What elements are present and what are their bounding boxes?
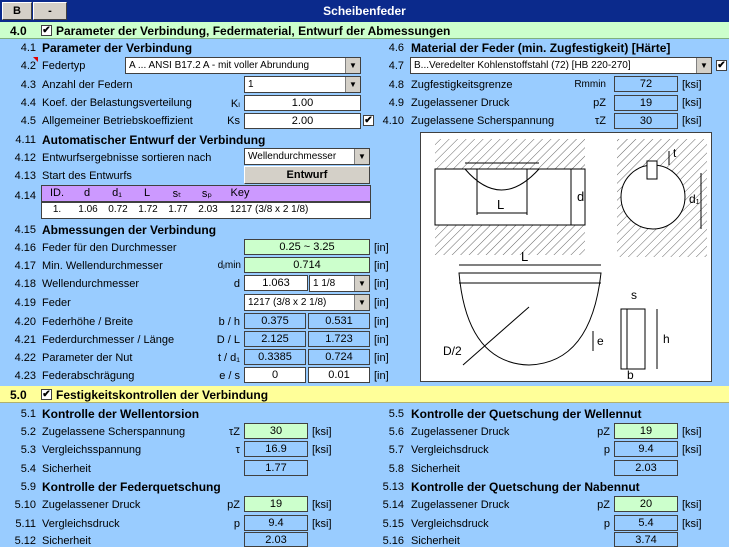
unit-ksi: [ksi]: [312, 444, 332, 456]
row-number: 5.2: [20, 426, 36, 438]
row-number: 4.12: [14, 152, 36, 164]
vergleich-symbol: τ: [235, 444, 240, 456]
druck-label: Zugelassener Druck: [411, 97, 510, 109]
material-checkbox[interactable]: ✔: [717, 60, 726, 71]
group-header: Kontrolle der Quetschung der Nabennut: [411, 480, 640, 494]
col-id: ID.: [49, 187, 65, 199]
cell-l: 1.72: [138, 204, 158, 215]
druck-symbol: pZ: [597, 426, 610, 438]
col-sp: sₚ: [201, 188, 213, 200]
sortieren-label: Entwurfsergebnisse sortieren nach: [42, 152, 212, 164]
zugfestigkeit-symbol: Rmmin: [574, 79, 606, 90]
key-diagram: [420, 132, 712, 382]
row-number: 5.15: [382, 518, 404, 530]
row-number: 5.8: [388, 463, 404, 475]
row-number: 4.23: [14, 370, 36, 382]
label-L-bottom: L: [521, 249, 529, 264]
federdurchmesser-label: Federdurchmesser / Länge: [42, 334, 175, 346]
betrieb-symbol: Ks: [227, 115, 240, 127]
druck-symbol: pZ: [227, 499, 240, 511]
feder-durchmesser-label: Feder für den Durchmesser: [42, 242, 177, 254]
min-welle-label: Min. Wellendurchmesser: [42, 260, 163, 272]
federhoehe-label: Federhöhe / Breite: [42, 316, 134, 328]
unit-ksi: [ksi]: [312, 499, 332, 511]
row-number: 5.12: [14, 535, 36, 547]
chevron-down-icon[interactable]: ▼: [354, 295, 369, 310]
row-number: 5.4: [20, 463, 36, 475]
sicherheit-value: 3.74: [614, 532, 678, 547]
federhoehe-h: 0.531: [308, 313, 370, 329]
section-4-checkbox[interactable]: ✔: [42, 25, 51, 36]
abschraegung-e[interactable]: 0: [244, 367, 306, 383]
row-number: 4.5: [20, 115, 36, 127]
feder-value: 1217 (3/8 x 2 1/8): [248, 297, 327, 308]
anzahl-select[interactable]: [244, 76, 361, 93]
sicherheit-value: 2.03: [244, 532, 308, 547]
vergleichsdruck-value: 9.4: [614, 441, 678, 457]
row-number: 4.20: [14, 316, 36, 328]
row-number: 4.4: [20, 97, 36, 109]
label-L-top: L: [497, 197, 505, 212]
wellendurchmesser-label: Wellendurchmesser: [42, 278, 140, 290]
row-number: 4.7: [388, 60, 404, 72]
unit-ksi: [ksi]: [312, 426, 332, 438]
wellendurchmesser-symbol: d: [233, 278, 240, 290]
min-welle-symbol: dⱼmin: [217, 260, 241, 271]
druck-value[interactable]: 19: [244, 496, 308, 512]
unit-in: [in]: [374, 370, 389, 382]
col-st: sₜ: [172, 188, 182, 200]
betrieb-label: Allgemeiner Betriebskoeffizient: [42, 115, 193, 127]
unit-in: [in]: [374, 316, 389, 328]
nut-d1: 0.724: [308, 349, 370, 365]
vergleichsdruck-label: Vergleichsdruck: [411, 518, 489, 530]
row-number: 4.21: [14, 334, 36, 346]
betrieb-checkbox[interactable]: ✔: [364, 115, 373, 126]
unit-ksi: [ksi]: [682, 426, 702, 438]
row-number: 4.13: [14, 170, 36, 182]
group-header: Kontrolle der Quetschung der Wellennut: [411, 407, 642, 421]
unit-ksi: [ksi]: [312, 518, 332, 530]
zugfestigkeit-value: 72: [614, 76, 678, 92]
section-title: Festigkeitskontrollen der Verbindung: [56, 388, 269, 402]
vergleich-value: 16.9: [244, 441, 308, 457]
betrieb-input[interactable]: 2.00: [244, 113, 361, 129]
scher-symbol: τZ: [228, 426, 240, 438]
federtyp-label: Federtyp: [42, 60, 86, 72]
unit-in: [in]: [374, 334, 389, 346]
vergleichsdruck-symbol: p: [603, 444, 610, 456]
chevron-down-icon[interactable]: ▼: [345, 58, 360, 73]
min-welle-value: 0.714: [244, 257, 370, 273]
feder-select[interactable]: [244, 294, 370, 311]
column-b-header[interactable]: B: [2, 2, 32, 20]
druck-label: Zugelassener Druck: [411, 499, 510, 511]
row-number: 4.10: [382, 115, 404, 127]
row-number: 4.1: [20, 42, 36, 54]
druck-label: Zugelassener Druck: [411, 426, 510, 438]
unit-in: [in]: [374, 278, 389, 290]
label-d2: D/2: [443, 344, 462, 358]
sicherheit-label: Sicherheit: [411, 535, 460, 547]
col-l: L: [143, 187, 151, 199]
cell-st: 1.77: [168, 204, 188, 215]
federtyp-value: A ... ANSI B17.2 A - mit voller Abrundung: [129, 60, 310, 71]
sortieren-select[interactable]: [244, 148, 370, 165]
label-d: d: [577, 189, 585, 204]
group-header: Abmessungen der Verbindung: [42, 223, 217, 237]
cell-sp: 2.03: [198, 204, 218, 215]
group-header: Parameter der Verbindung: [42, 41, 193, 55]
row-number: 5.16: [382, 535, 404, 547]
row-number: 4.11: [15, 134, 36, 146]
comment-marker: [33, 57, 38, 62]
sortieren-value: Wellendurchmesser: [248, 151, 337, 162]
vergleichsdruck-symbol: p: [603, 518, 610, 530]
material-value: B...Veredelter Kohlenstoffstahl (72) [HB 220-270]: [414, 60, 631, 71]
row-number: 5.10: [14, 499, 36, 511]
section-number: 5.0: [10, 388, 27, 402]
chevron-down-icon[interactable]: ▼: [354, 276, 369, 291]
koef-input[interactable]: 1.00: [244, 95, 361, 111]
vergleichsdruck-value: 5.4: [614, 515, 678, 531]
druck-value: 19: [614, 95, 678, 111]
section-5-checkbox[interactable]: ✔: [42, 389, 51, 400]
sicherheit-value: 2.03: [614, 460, 678, 476]
scher-value[interactable]: 30: [244, 423, 308, 439]
unit-ksi: [ksi]: [682, 518, 702, 530]
row-number: 5.6: [388, 426, 404, 438]
row-number: 4.17: [14, 260, 36, 272]
koef-symbol: Kₗ: [230, 98, 240, 110]
label-e: e: [597, 334, 604, 348]
unit-in: [in]: [374, 260, 389, 272]
sicherheit-label: Sicherheit: [42, 463, 91, 475]
window-title: Scheibenfeder: [323, 4, 406, 18]
row-number: 4.6: [388, 42, 404, 54]
row-number: 5.3: [20, 444, 36, 456]
abschraegung-symbol: e / s: [219, 370, 240, 382]
scherspannung-value: 30: [614, 113, 678, 129]
anzahl-label: Anzahl der Federn: [42, 79, 133, 91]
chevron-down-icon[interactable]: ▼: [354, 149, 369, 164]
anzahl-value: 1: [248, 79, 254, 90]
federtyp-select[interactable]: [125, 57, 361, 74]
federdurchmesser-symbol: D / L: [216, 334, 240, 346]
section-number: 4.0: [10, 24, 27, 38]
col-d: d: [83, 187, 91, 199]
material-select[interactable]: [410, 57, 712, 74]
vergleichsdruck-symbol: p: [233, 518, 240, 530]
start-label: Start des Entwurfs: [42, 170, 132, 182]
label-s: s: [631, 288, 637, 302]
section-title: Parameter der Verbindung, Federmaterial, Entwurf der Abmessungen: [56, 24, 451, 38]
feder-label: Feder: [42, 297, 71, 309]
vergleichsdruck-label: Vergleichsdruck: [411, 444, 489, 456]
unit-in: [in]: [374, 352, 389, 364]
cell-d: 1.06: [78, 204, 98, 215]
collapse-button[interactable]: -: [33, 2, 67, 20]
federdurchmesser-d: 2.125: [244, 331, 306, 347]
druck-symbol: pZ: [593, 97, 606, 109]
scherspannung-symbol: τZ: [594, 115, 606, 127]
nut-symbol: t / d₁: [217, 352, 240, 364]
row-number: 4.18: [14, 278, 36, 290]
key-diagram-svg: [421, 133, 711, 381]
cell-d1: 0.72: [108, 204, 128, 215]
cell-id: 1.: [52, 204, 62, 215]
label-b: b: [627, 368, 634, 381]
entwurf-button[interactable]: Entwurf: [244, 166, 370, 184]
vergleich-label: Vergleichsspannung: [42, 444, 142, 456]
group-header: Kontrolle der Federquetschung: [42, 480, 221, 494]
row-number: 4.3: [20, 79, 36, 91]
sicherheit-label: Sicherheit: [42, 535, 91, 547]
koef-label: Koef. der Belastungsverteilung: [42, 97, 192, 109]
label-d1: d₁: [689, 192, 700, 206]
feder-durchmesser-value: 0.25 ~ 3.25: [244, 239, 370, 255]
unit-ksi: [ksi]: [682, 444, 702, 456]
unit-ksi: [ksi]: [682, 499, 702, 511]
col-d1: d₁: [112, 187, 122, 199]
label-t: t: [673, 146, 677, 160]
row-number: 4.15: [14, 224, 36, 236]
unit-in: [in]: [374, 242, 389, 254]
group-header: Kontrolle der Wellentorsion: [42, 407, 200, 421]
vergleichsdruck-value: 9.4: [244, 515, 308, 531]
abschraegung-label: Federabschrägung: [42, 370, 135, 382]
wellendurchmesser-select-value: 1 1/8: [313, 278, 336, 289]
unit-ksi: [ksi]: [682, 97, 702, 109]
row-number: 5.7: [388, 444, 404, 456]
sicherheit-label: Sicherheit: [411, 463, 460, 475]
row-number: 4.9: [388, 97, 404, 109]
row-number: 5.1: [20, 408, 36, 420]
nut-t: 0.3385: [244, 349, 306, 365]
chevron-down-icon[interactable]: ▼: [696, 58, 711, 73]
abschraegung-s[interactable]: 0.01: [308, 367, 370, 383]
federdurchmesser-l: 1.723: [308, 331, 370, 347]
group-header: Automatischer Entwurf der Verbindung: [42, 133, 266, 147]
druck-value[interactable]: 20: [614, 496, 678, 512]
unit-in: [in]: [374, 297, 389, 309]
row-number: 4.8: [388, 79, 404, 91]
row-number: 4.2: [20, 60, 36, 72]
federhoehe-b: 0.375: [244, 313, 306, 329]
scherspannung-label: Zugelassene Scherspannung: [411, 115, 555, 127]
row-number: 4.16: [14, 242, 36, 254]
vergleichsdruck-label: Vergleichsdruck: [42, 518, 120, 530]
unit-ksi: [ksi]: [682, 115, 702, 127]
row-number: 5.13: [382, 481, 404, 493]
row-number: 5.11: [15, 518, 36, 530]
wellendurchmesser-input[interactable]: 1.063: [244, 275, 308, 291]
scher-label: Zugelassene Scherspannung: [42, 426, 186, 438]
row-number: 5.9: [20, 481, 36, 493]
row-number: 4.14: [14, 190, 36, 202]
row-number: 5.5: [388, 408, 404, 420]
druck-value[interactable]: 19: [614, 423, 678, 439]
zugfestigkeit-label: Zugfestigkeitsgrenze: [411, 79, 513, 91]
cell-key: 1217 (3/8 x 2 1/8): [230, 204, 309, 215]
unit-ksi: [ksi]: [682, 79, 702, 91]
druck-symbol: pZ: [597, 499, 610, 511]
group-header: Material der Feder (min. Zugfestigkeit) [Härte]: [411, 41, 671, 55]
label-h: h: [663, 332, 670, 346]
chevron-down-icon[interactable]: ▼: [345, 77, 360, 92]
row-number: 4.22: [14, 352, 36, 364]
row-number: 4.19: [14, 297, 36, 309]
federhoehe-symbol: b / h: [218, 316, 240, 328]
col-key: Key: [230, 187, 250, 199]
row-number: 5.14: [382, 499, 404, 511]
sicherheit-value: 1.77: [244, 460, 308, 476]
nut-label: Parameter der Nut: [42, 352, 133, 364]
druck-label: Zugelassener Druck: [42, 499, 141, 511]
